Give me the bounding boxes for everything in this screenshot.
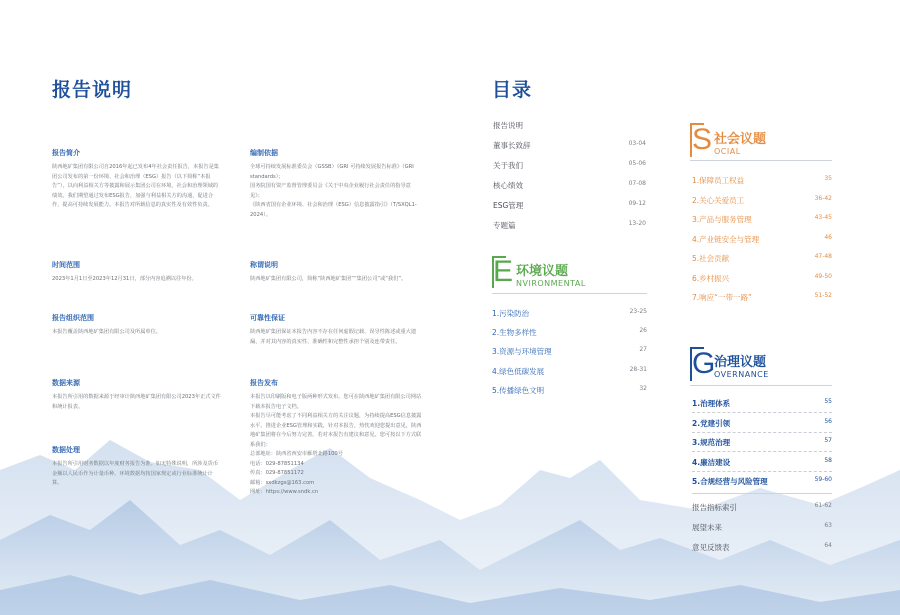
section-heading-data-processing: 数据处理 bbox=[52, 446, 80, 454]
toc-item-social[interactable]: 3.产品与服务管理 43-45 bbox=[692, 214, 832, 224]
section-heading-scope: 报告组织范围 bbox=[52, 314, 94, 322]
toc-item-governance[interactable]: 5.合规经营与风险管理 59-60 bbox=[692, 476, 832, 486]
section-text-release: 本报告以印刷版和电子版两种形式发布。您可在陕西地矿集团有限公司网站下载本报告电子文档。 本报告尽可能考虑了不同利益相关方的关注议题，为持续提高ESG信息披露水平，推进企业ESG管理和实践，针对本报告，热忱欢迎您提出意见，陕西地矿集团将在今后努力完善。若对本报告有建议和意见，您可按以下方式联系我们： 总部地址：陕西省西安市雁塔北路100号 电话：029-87851134 传真：029-87851172 邮箱：sxdkzgs@163.com 网址：https://www.sndk.cn bbox=[250, 394, 422, 495]
social-title: 社会议题 bbox=[714, 132, 767, 147]
divider bbox=[692, 451, 832, 452]
divider bbox=[692, 471, 832, 472]
governance-letter: G bbox=[692, 347, 716, 380]
environmental-letter: E bbox=[493, 255, 514, 288]
toc-item-governance[interactable]: 2.党建引领 56 bbox=[692, 418, 832, 428]
toc-item-governance[interactable]: 1.治理体系 55 bbox=[692, 398, 832, 408]
governance-title: 治理议题 bbox=[714, 355, 767, 370]
section-text-data-source: 本报告所引用的数据来源于经审计陕西地矿集团有限公司2023年正式文件和统计报表。 bbox=[52, 394, 221, 410]
social-letter: S bbox=[692, 123, 713, 156]
section-heading-data-source: 数据来源 bbox=[52, 379, 80, 387]
toc-item-environmental[interactable]: 4.绿色低碳发展 28-31 bbox=[492, 366, 647, 376]
toc-item-governance[interactable]: 3.规范治理 57 bbox=[692, 437, 832, 447]
section-text-reliability: 陕西地矿集团保证本报告内容不存在任何虚假记载、误导性陈述或重大遗漏，并对其内容的真实性、准确性和完整性承担个别及连带责任。 bbox=[250, 329, 417, 345]
toc-item-environmental[interactable]: 2.生物多样性 26 bbox=[492, 327, 647, 337]
section-text-basis: 全球可持续发展标准委员会（GSSB）《GRI 可持续发展报告标准》（GRI standards）； 国务院国有资产监督管理委员会《关于中央企业履行社会责任的指导意见》； 《陕西省国有企业环境、社会和治理（ESG）信息披露指引》（T/SXQL1-2024）。 bbox=[250, 164, 417, 218]
divider bbox=[690, 160, 832, 161]
toc-item[interactable]: 关于我们 05-06 bbox=[493, 160, 646, 170]
toc-item[interactable]: 展望未来 63 bbox=[692, 522, 832, 532]
toc-item-environmental[interactable]: 3.资源与环境管理 27 bbox=[492, 346, 647, 356]
section-text-scope: 本报告覆盖陕西地矿集团有限公司及所属单位。 bbox=[52, 329, 161, 335]
toc-item-social[interactable]: 2.关心关爱员工 36-42 bbox=[692, 195, 832, 205]
divider bbox=[692, 493, 832, 494]
toc-item-social[interactable]: 6.乡村振兴 49-50 bbox=[692, 273, 832, 283]
environmental-subtitle: NVIRONMENTAL bbox=[516, 279, 586, 288]
toc-item[interactable]: 报告指标索引 61-62 bbox=[692, 502, 832, 512]
section-text-time-range: 2023年1月1日至2023年12月31日，部分内容追溯以往年份。 bbox=[52, 276, 197, 282]
page-title-contents: 目录 bbox=[492, 79, 533, 101]
divider bbox=[690, 385, 832, 386]
divider bbox=[492, 293, 647, 294]
divider bbox=[692, 412, 832, 413]
toc-item-environmental[interactable]: 5.传播绿色文明 32 bbox=[492, 385, 647, 395]
governance-subtitle: OVERNANCE bbox=[714, 370, 769, 379]
section-text-naming: 陕西地矿集团有限公司，简称“陕西地矿集团”“集团公司”或“我们”。 bbox=[250, 276, 407, 282]
section-heading-time-range: 时间范围 bbox=[52, 261, 80, 269]
toc-item[interactable]: 意见反馈表 64 bbox=[692, 542, 832, 552]
toc-item[interactable]: ESG管理 09-12 bbox=[493, 200, 646, 210]
toc-item-social[interactable]: 7.响应“一带一路” 51-52 bbox=[692, 292, 832, 302]
divider bbox=[692, 432, 832, 433]
toc-item[interactable]: 董事长致辞 03-04 bbox=[493, 140, 646, 150]
section-text-intro: 陕西地矿集团有限公司自2016年起已发布4年社会责任报告，本报告是集团公司发布的第一份环境、社会和治理（ESG）报告（以下简称“本报告”），以向利益相关方等披露和展示集团公司在环境、社会和治理领域的绩效。我们期望通过发布ESG报告，加强与利益相关方的沟通，促进合作，提高可持续发展能力。本报告对所载信息的真实性及有效性负责。 bbox=[52, 164, 219, 208]
section-heading-reliability: 可靠性保证 bbox=[250, 314, 285, 322]
section-heading-basis: 编制依据 bbox=[250, 149, 278, 157]
social-subtitle: OCIAL bbox=[714, 147, 741, 156]
toc-item[interactable]: 专题篇 13-20 bbox=[493, 220, 646, 230]
toc-item[interactable]: 核心绩效 07-08 bbox=[493, 180, 646, 190]
page-title-report-description: 报告说明 bbox=[52, 79, 133, 101]
toc-item[interactable]: 报告说明 bbox=[493, 121, 523, 130]
toc-item-social[interactable]: 5.社会贡献 47-48 bbox=[692, 253, 832, 263]
toc-item-social[interactable]: 1.保障员工权益 35 bbox=[692, 175, 832, 185]
toc-item-social[interactable]: 4.产业链安全与管理 46 bbox=[692, 234, 832, 244]
toc-item-environmental[interactable]: 1.污染防治 23-25 bbox=[492, 308, 647, 318]
section-heading-release: 报告发布 bbox=[250, 379, 278, 387]
section-heading-intro: 报告简介 bbox=[52, 149, 80, 157]
section-text-data-processing: 本报告所引用财务数据以年度财务报告为准。如无特殊说明，所涉及货币金额以人民币作为计量币种。环境数据均按国家规定或行业标准统计计算。 bbox=[52, 461, 219, 486]
toc-item-governance[interactable]: 4.廉洁建设 58 bbox=[692, 457, 832, 467]
section-heading-naming: 称谓说明 bbox=[250, 261, 278, 269]
environmental-title: 环境议题 bbox=[516, 264, 569, 279]
